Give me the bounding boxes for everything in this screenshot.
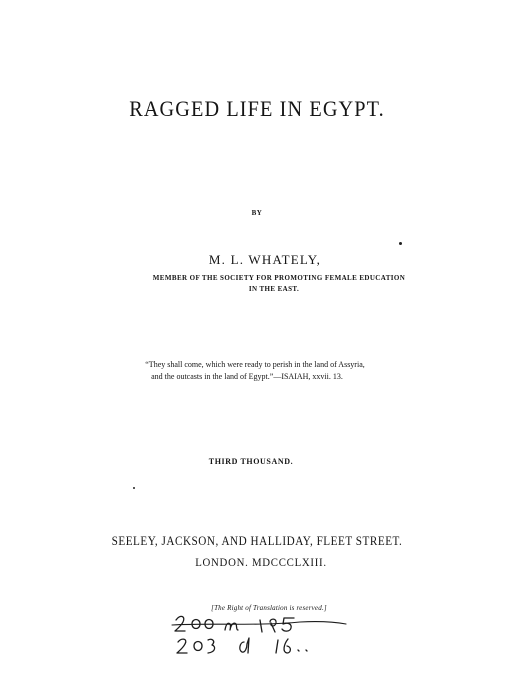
place-and-year: LONDON. MDCCCLXIII. bbox=[195, 555, 327, 569]
epigraph-line-1: “They shall come, which were ready to perish in the land of Assyria, bbox=[145, 360, 365, 369]
handwritten-shelfmark bbox=[170, 612, 360, 656]
author-role-line-2: IN THE EAST. bbox=[248, 285, 300, 293]
author-name: M. L. WHATELY, bbox=[208, 252, 322, 267]
ink-speck bbox=[133, 487, 135, 489]
book-title: RAGGED LIFE IN EGYPT. bbox=[129, 96, 385, 121]
epigraph-line-2: and the outcasts in the land of Egypt.”—ISAIAH, xxvii. 13. bbox=[151, 372, 343, 381]
author-role bbox=[22, 273, 514, 295]
rights-notice: [The Right of Translation is reserved.] bbox=[211, 604, 327, 612]
byline: BY bbox=[251, 209, 263, 217]
edition-note: THIRD THOUSAND. bbox=[208, 457, 294, 466]
epigraph bbox=[0, 359, 514, 383]
ink-speck bbox=[399, 242, 402, 245]
publisher: SEELEY, JACKSON, AND HALLIDAY, FLEET STREET. bbox=[111, 533, 403, 548]
author-role-line-1: MEMBER OF THE SOCIETY FOR PROMOTING FEMALE EDUCATION bbox=[152, 274, 406, 282]
